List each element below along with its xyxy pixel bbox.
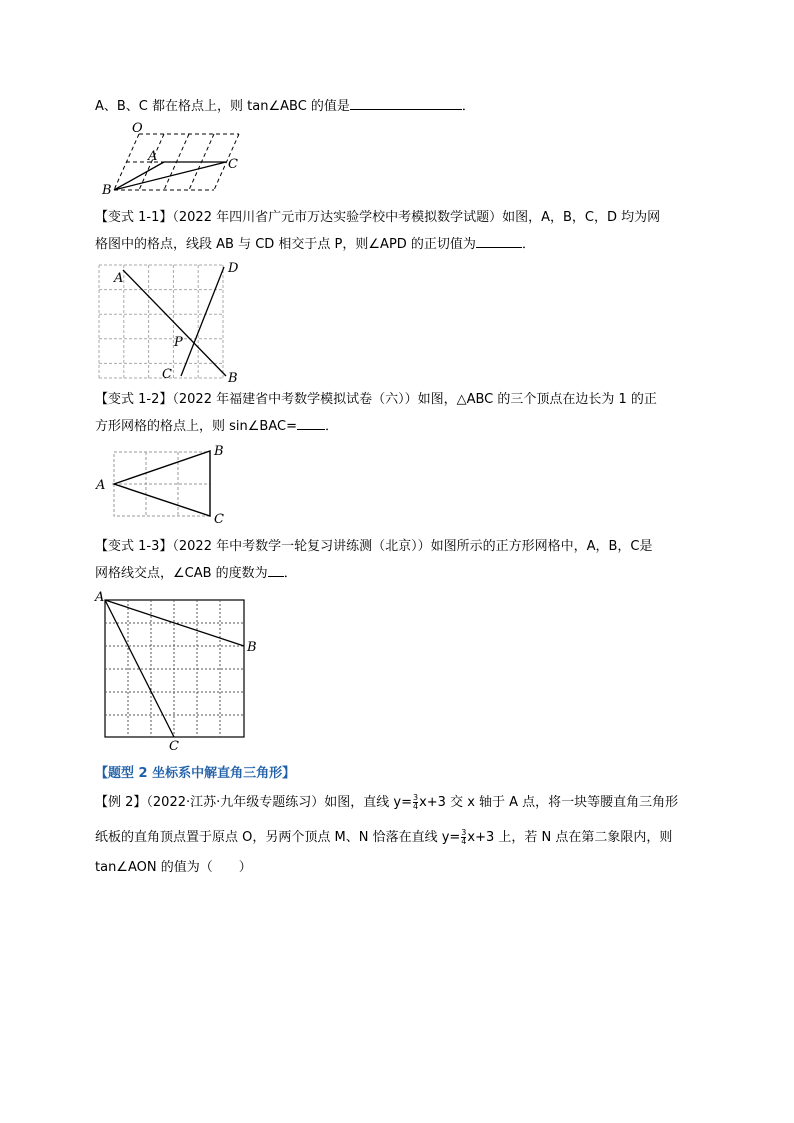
- example-text: x+3 上，若 N 点在第二象限内，则: [467, 830, 673, 845]
- variant-1-1-line2: [95, 233, 535, 255]
- variant-tag: 【变式 1-2】: [95, 392, 173, 407]
- parallelogram-grid-figure: [100, 120, 250, 195]
- variant-1-2-line1: [95, 390, 657, 410]
- answer-blank: [297, 415, 325, 430]
- label-d: D: [228, 261, 239, 276]
- triangle-grid-figure: [92, 443, 237, 527]
- label-a: A: [96, 478, 106, 493]
- angle-grid-figure: [92, 588, 267, 753]
- variant-1-1-line1: [95, 208, 660, 228]
- label-b: B: [214, 444, 224, 459]
- variant-text: （2022 年中考数学一轮复习讲练测（北京））如图所示的正方形网格中，A，B，C是: [172, 539, 653, 554]
- label-b: B: [247, 640, 257, 655]
- crossing-lines-grid-figure: [90, 258, 250, 386]
- label-c: C: [214, 512, 224, 527]
- segment-ba: [114, 162, 164, 190]
- label-p: P: [174, 335, 183, 350]
- segment-ab: [123, 270, 226, 376]
- example-text: x+3 交 x 轴于 A 点，将一块等腰直角三角形: [419, 795, 679, 810]
- variant-text: （2022 年四川省广元市万达实验学校中考模拟数学试题）如图，A，B，C，D 均为网: [172, 210, 661, 225]
- variant-text: 方形网格的格点上，则 sin∠BAC=: [95, 419, 297, 434]
- answer-blank: [268, 562, 284, 577]
- question-line: [95, 95, 475, 117]
- answer-blank: [476, 233, 522, 248]
- variant-1-3-line1: [95, 537, 652, 557]
- period: ．: [324, 419, 338, 434]
- period: ．: [283, 566, 297, 581]
- example-text: （2022·江苏·九年级专题练习）如图，直线 y=: [146, 795, 412, 810]
- variant-tag: 【变式 1-1】: [95, 210, 173, 225]
- answer-blank: [350, 95, 462, 110]
- label-b: B: [102, 183, 112, 195]
- period: ．: [461, 99, 475, 114]
- section-title: 【题型 2 坐标系中解直角三角形】: [95, 766, 296, 781]
- example-2-line1: [95, 793, 678, 813]
- grid-lines: [105, 600, 244, 737]
- segment-ac: [105, 600, 174, 737]
- variant-text: 格图中的格点，线段 AB 与 CD 相交于点 P，则∠APD 的正切值为: [95, 237, 476, 252]
- segment-bc: [114, 162, 226, 190]
- period: ．: [521, 237, 535, 252]
- variant-tag: 【变式 1-3】: [95, 539, 173, 554]
- fraction-numerator: 3: [412, 793, 419, 802]
- label-a: A: [148, 149, 158, 164]
- variant-text: （2022 年福建省中考数学模拟试卷（六））如图，△ABC 的三个顶点在边长为 1 的正: [172, 392, 657, 407]
- label-o: O: [132, 121, 143, 136]
- grid-lines: [114, 452, 210, 516]
- example-text: 纸板的直角顶点置于原点 O，另两个顶点 M、N 恰落在直线 y=: [95, 830, 461, 845]
- fraction-denominator: 4: [461, 837, 467, 846]
- example-2-line3: tan∠AON 的值为（ ）: [95, 860, 252, 875]
- label-c: C: [228, 157, 238, 172]
- example-tag: 【例 2】: [95, 795, 147, 810]
- variant-1-3-line2: [95, 562, 297, 584]
- fraction: [413, 794, 418, 811]
- label-c: C: [162, 367, 172, 382]
- example-2-line2: [95, 828, 672, 848]
- label-c: C: [169, 739, 179, 753]
- fraction: [461, 829, 466, 846]
- fraction-numerator: 3: [461, 828, 467, 837]
- variant-text: 网格线交点，∠CAB 的度数为: [95, 566, 268, 581]
- variant-1-2-line2: [95, 415, 338, 437]
- label-a: A: [114, 271, 124, 286]
- label-a: A: [95, 590, 105, 605]
- label-b: B: [228, 371, 238, 386]
- fraction-denominator: 4: [412, 802, 419, 811]
- question-text: A、B、C 都在格点上，则 tan∠ABC 的值是: [95, 99, 350, 114]
- segment-cd: [181, 267, 224, 376]
